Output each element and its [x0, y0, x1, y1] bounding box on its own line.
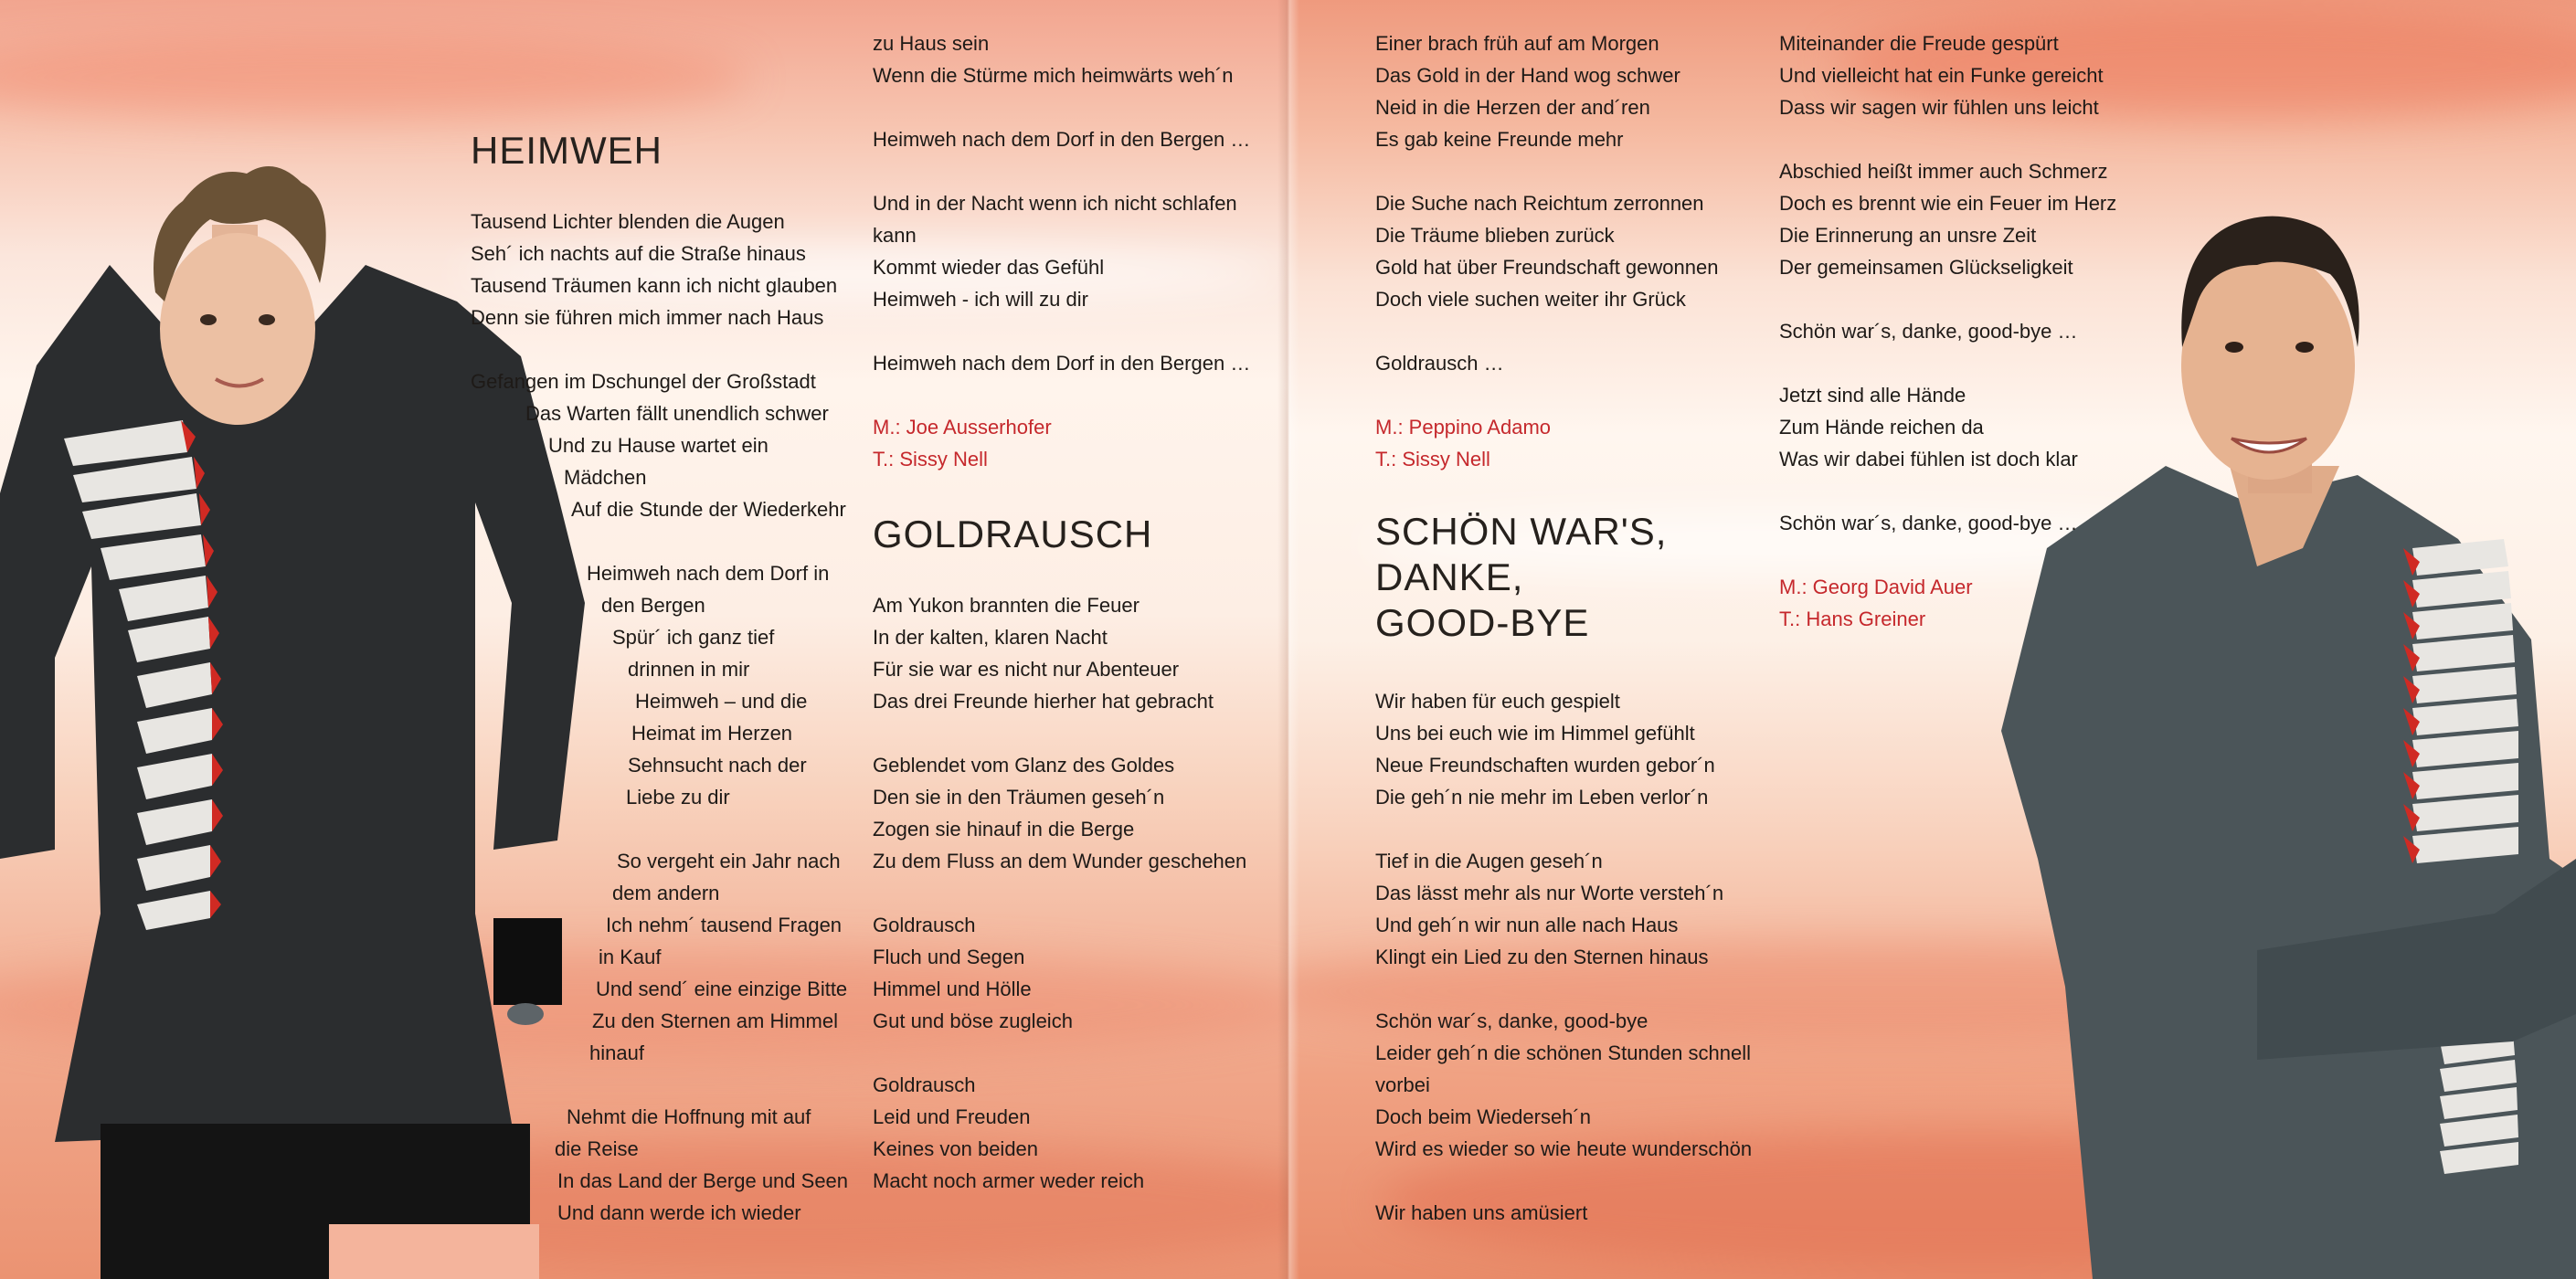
stanza-gap: [1375, 813, 1752, 845]
lyric-line: Goldrausch: [873, 1073, 976, 1096]
lyric-line: Schön war´s, danke, good-bye …: [1779, 320, 2078, 343]
lyric-line: Leider geh´n die schönen Stunden schnell: [1375, 1041, 1751, 1064]
heimweh-lyrics-column-2: [873, 27, 1250, 475]
lyric-line: Es gab keine Freunde mehr: [1375, 128, 1624, 151]
lyric-line: Geblendet vom Glanz des Goldes: [873, 754, 1175, 777]
lyric-line: Was wir dabei fühlen ist doch klar: [1779, 448, 2078, 470]
lyric-line: Für sie war es nicht nur Abenteuer: [873, 658, 1180, 681]
goldrausch-lyrics-column-1: [873, 589, 1246, 1197]
lyric-line: Spür´ ich ganz tief: [612, 626, 775, 649]
lyric-line: Gut und böse zugleich: [873, 1009, 1073, 1032]
lyric-line: Gold hat über Freundschaft gewonnen: [1375, 256, 1719, 279]
lyric-line: Himmel und Hölle: [873, 978, 1032, 1000]
song-title-line: GOOD-BYE: [1375, 601, 1590, 644]
lyric-line: in Kauf: [599, 946, 662, 968]
lyric-line: Klingt ein Lied zu den Sternen hinaus: [1375, 946, 1709, 968]
booklet-fold: [1277, 0, 1299, 1279]
lyric-line: Wir haben für euch gespielt: [1375, 690, 1620, 713]
lyric-line: Abschied heißt immer auch Schmerz: [1779, 160, 2108, 183]
lyric-line: Der gemeinsamen Glückseligkeit: [1779, 256, 2073, 279]
stanza-gap: [1779, 283, 2116, 315]
lyric-line: Heimweh nach dem Dorf in den Bergen …: [873, 128, 1251, 151]
stanza-gap: [1375, 155, 1718, 187]
lyric-line: Neue Freundschaften wurden gebor´n: [1375, 754, 1715, 777]
lyric-line: In der kalten, klaren Nacht: [873, 626, 1108, 649]
lyric-line: Nehmt die Hoffnung mit auf: [567, 1105, 811, 1128]
stanza-gap: [873, 379, 1250, 411]
stanza-gap: [1779, 475, 2116, 507]
stanza-gap: [1779, 123, 2116, 155]
stanza-gap: [471, 525, 848, 557]
music-credit: M.: Georg David Auer: [1779, 576, 1973, 598]
lyric-line: Auf die Stunde der Wiederkehr: [571, 498, 846, 521]
lyric-line: den Bergen: [601, 594, 705, 617]
lyric-line: zu Haus sein: [873, 32, 990, 55]
lyric-line: Keines von beiden: [873, 1137, 1039, 1160]
lyric-line: Ich nehm´ tausend Fragen: [606, 914, 843, 936]
lyric-line: vorbei: [1375, 1073, 1430, 1096]
stanza-gap: [471, 333, 848, 365]
stanza-gap: [873, 315, 1250, 347]
lyric-line: Doch beim Wiederseh´n: [1375, 1105, 1591, 1128]
lyric-line: hinauf: [589, 1041, 644, 1064]
lyric-line: Und in der Nacht wenn ich nicht schlafen: [873, 192, 1237, 215]
stanza-gap: [1375, 973, 1752, 1005]
lyric-line: Die Träume blieben zurück: [1375, 224, 1615, 247]
music-credit: M.: Joe Ausserhofer: [873, 416, 1052, 439]
lyric-line: Heimweh nach dem Dorf in den Bergen …: [873, 352, 1251, 375]
lyric-line: Dass wir sagen wir fühlen uns leicht: [1779, 96, 2099, 119]
lyric-line: Wird es wieder so wie heute wunderschön: [1375, 1137, 1753, 1160]
lyric-line: Das lässt mehr als nur Worte versteh´n: [1375, 882, 1724, 904]
schoen-lyrics-column-2: [1779, 27, 2116, 635]
goldrausch-lyrics-column-2: [1375, 27, 1718, 475]
lyric-line: die Reise: [555, 1137, 639, 1160]
lyric-line: Macht noch armer weder reich: [873, 1169, 1145, 1192]
stanza-gap: [873, 91, 1250, 123]
schoen-lyrics-column-1: [1375, 685, 1752, 1229]
stanza-gap: [873, 877, 1246, 909]
stanza-gap: [1779, 539, 2116, 571]
lyric-line: Und dann werde ich wieder: [557, 1201, 801, 1224]
lyric-line: Zu dem Fluss an dem Wunder geschehen: [873, 850, 1247, 872]
lyric-line: Heimweh – und die: [635, 690, 808, 713]
lyric-line: Tief in die Augen geseh´n: [1375, 850, 1603, 872]
lyric-line: Denn sie führen mich immer nach Haus: [471, 306, 824, 329]
song-title-goldrausch: GOLDRAUSCH: [873, 513, 1153, 555]
lyrics-credit: T.: Hans Greiner: [1779, 608, 1926, 630]
lyric-line: Schön war´s, danke, good-bye: [1375, 1009, 1648, 1032]
lyrics-credit: T.: Sissy Nell: [1375, 448, 1490, 470]
lyric-line: Wir haben uns amüsiert: [1375, 1201, 1588, 1224]
lyric-line: Heimat im Herzen: [631, 722, 793, 745]
lyric-line: Neid in die Herzen der and´ren: [1375, 96, 1650, 119]
lyric-line: So vergeht ein Jahr nach: [617, 850, 841, 872]
lyric-line: Fluch und Segen: [873, 946, 1025, 968]
lyric-line: Doch viele suchen weiter ihr Grück: [1375, 288, 1686, 311]
stanza-gap: [873, 1037, 1246, 1069]
lyric-line: Und zu Hause wartet ein: [548, 434, 769, 457]
lyric-line: In das Land der Berge und Seen: [557, 1169, 849, 1192]
lyric-line: Gefangen im Dschungel der Großstadt: [471, 370, 816, 393]
lyric-line: Den sie in den Träumen geseh´n: [873, 786, 1165, 809]
stanza-gap: [873, 717, 1246, 749]
lyric-line: Kommt wieder das Gefühl: [873, 256, 1105, 279]
lyric-line: Tausend Träumen kann ich nicht glauben: [471, 274, 838, 297]
lyric-line: Sehnsucht nach der: [628, 754, 807, 777]
lyric-line: Das Gold in der Hand wog schwer: [1375, 64, 1680, 87]
lyric-line: Einer brach früh auf am Morgen: [1375, 32, 1659, 55]
lyric-line: Die geh´n nie mehr im Leben verlor´n: [1375, 786, 1709, 809]
lyric-line: Zogen sie hinauf in die Berge: [873, 818, 1135, 840]
lyric-line: Miteinander die Freude gespürt: [1779, 32, 2059, 55]
lyric-line: Tausend Lichter blenden die Augen: [471, 210, 785, 233]
stanza-gap: [1779, 347, 2116, 379]
lyric-line: Zu den Sternen am Himmel: [592, 1009, 838, 1032]
lyric-line: Liebe zu dir: [626, 786, 730, 809]
song-title-schoen-wars: [1375, 509, 1667, 646]
lyric-line: drinnen in mir: [628, 658, 750, 681]
lyric-line: Am Yukon brannten die Feuer: [873, 594, 1140, 617]
heimweh-lyrics-column-1: [471, 206, 848, 1229]
lyric-line: Leid und Freuden: [873, 1105, 1031, 1128]
song-title-line: SCHÖN WAR'S,: [1375, 510, 1668, 553]
lyric-line: dem andern: [612, 882, 720, 904]
lyric-line: Seh´ ich nachts auf die Straße hinaus: [471, 242, 806, 265]
lyric-line: Goldrausch: [873, 914, 976, 936]
lyric-line: Und send´ eine einzige Bitte: [596, 978, 848, 1000]
lyric-line: Jetzt sind alle Hände: [1779, 384, 1966, 407]
lyric-line: Uns bei euch wie im Himmel gefühlt: [1375, 722, 1695, 745]
lyric-line: Die Suche nach Reichtum zerronnen: [1375, 192, 1704, 215]
lyric-line: Doch es brennt wie ein Feuer im Herz: [1779, 192, 2117, 215]
stanza-gap: [873, 155, 1250, 187]
lyric-line: Das drei Freunde hierher hat gebracht: [873, 690, 1214, 713]
music-credit: M.: Peppino Adamo: [1375, 416, 1552, 439]
lyric-line: Und geh´n wir nun alle nach Haus: [1375, 914, 1679, 936]
lyric-line: Zum Hände reichen da: [1779, 416, 1984, 439]
lyric-line: Das Warten fällt unendlich schwer: [525, 402, 829, 425]
lyric-line: Heimweh - ich will zu dir: [873, 288, 1088, 311]
lyric-line: Goldrausch …: [1375, 352, 1504, 375]
lyrics-credit: T.: Sissy Nell: [873, 448, 988, 470]
song-title-line: DANKE,: [1375, 555, 1524, 598]
lyric-line: Heimweh nach dem Dorf in: [587, 562, 830, 585]
stanza-gap: [1375, 379, 1718, 411]
stanza-gap: [471, 1069, 848, 1101]
lyric-line: Schön war´s, danke, good-bye …: [1779, 512, 2078, 534]
lyric-line: Die Erinnerung an unsre Zeit: [1779, 224, 2037, 247]
lyric-line: Mädchen: [564, 466, 647, 489]
stanza-gap: [471, 813, 848, 845]
stanza-gap: [1375, 315, 1718, 347]
stanza-gap: [1375, 1165, 1752, 1197]
song-title-heimweh: HEIMWEH: [471, 129, 663, 172]
lyric-line: Und vielleicht hat ein Funke gereicht: [1779, 64, 2104, 87]
lyric-line: kann: [873, 224, 917, 247]
lyric-line: Wenn die Stürme mich heimwärts weh´n: [873, 64, 1234, 87]
